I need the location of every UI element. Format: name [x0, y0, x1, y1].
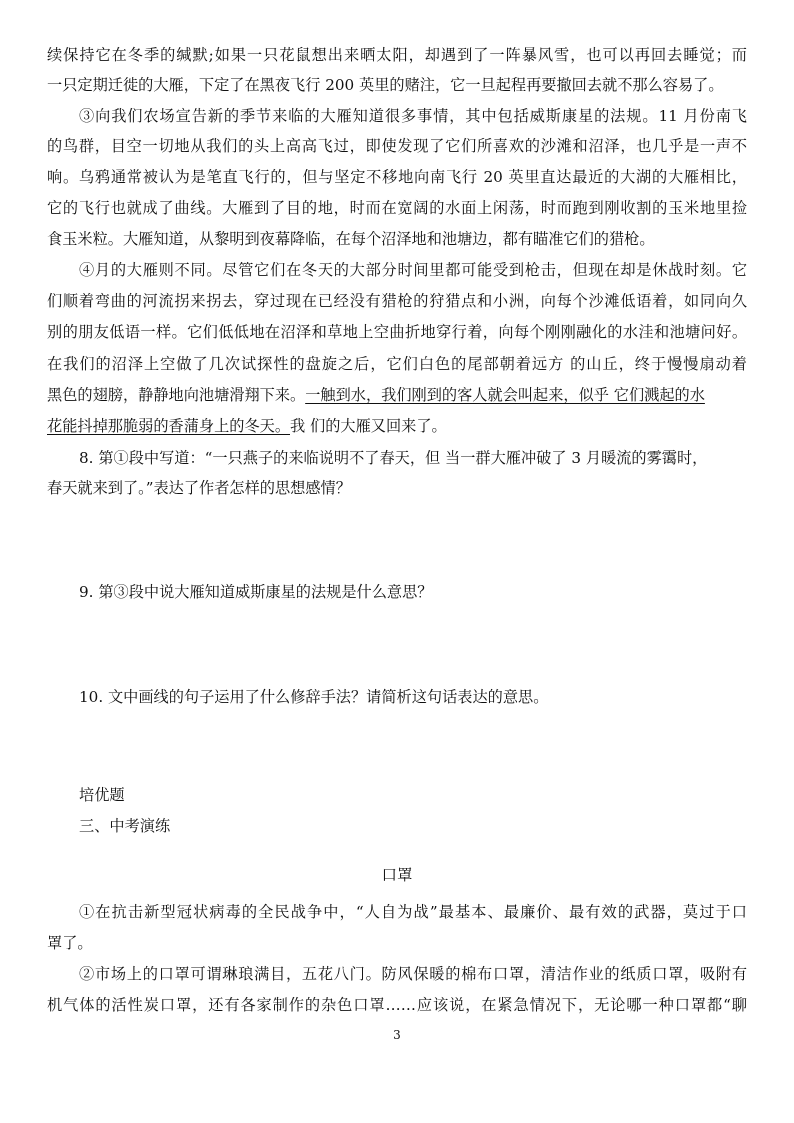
section-label: 培优题: [79, 786, 125, 804]
para4-line2: 们顺着弯曲的河流拐来拐去，穿过现在已经没有猎枪的狩猎点和小洲，向每个沙滩低语着，如同向久: [47, 292, 747, 310]
para4-line5: [47, 384, 747, 406]
page-number: 3: [393, 1028, 401, 1042]
underlined-sentence-part2: 花能抖掉那脆弱的香蒲身上的冬天。: [47, 417, 290, 435]
article-para2-line2: 机气体的活性炭口罩，还有各家制作的杂色口罩……应该说，在紧急情况下，无论哪一种口罩都“聊: [47, 996, 747, 1014]
para1-line2: 一只定期迁徙的大雁，下定了在黑夜飞行 200 英里的赌注，它一旦起程再要撤回去就不那么容易了。: [47, 76, 724, 94]
underlined-sentence-part1: 一触到水，我们刚到的客人就会叫起来，似乎 它们溅起的水: [305, 386, 705, 404]
question-10: 10. 文中画线的句子运用了什么修辞手法？请简析这句话表达的意思。: [79, 688, 549, 706]
article-para2-line1: ②市场上的口罩可谓琳琅满目，五花八门。防风保暖的棉布口罩，清洁作业的纸质口罩，吸附有: [79, 965, 747, 983]
para4-line6: [47, 415, 747, 437]
article-title: 口罩: [381, 866, 413, 884]
para3-line4: 它的飞行也就成了曲线。大雁到了目的地，时而在宽阔的水面上闲荡，时而跑到刚收割的玉米地里捡: [47, 199, 747, 217]
section-heading: 三、中考演练: [79, 817, 171, 835]
para3-line3: 响。乌鸦通常被认为是笔直飞行的，但与坚定不移地向南飞行 20 英里直达最近的大湖的大雁相比，: [47, 168, 747, 186]
para1-line1: 续保持它在冬季的缄默;如果一只花鼠想出来晒太阳，却遇到了一阵暴风雪，也可以再回去睡觉；而: [47, 46, 747, 64]
question-9: 9. 第③段中说大雁知道威斯康星的法规是什么意思？: [79, 583, 433, 601]
question-8-line1: 8. 第①段中写道：“一只燕子的来临说明不了春天，但 当一群大雁冲破了 3 月暖流的雾霭时，: [79, 449, 708, 467]
para4-line5-text: 黑色的翅膀，静静地向池塘滑翔下来。: [47, 386, 306, 404]
para4-line4: 在我们的沼泽上空做了几次试探性的盘旋之后，它们白色的尾部朝着远方 的山丘，终于慢慢扇动着: [47, 355, 747, 373]
para4-line6-text: 我 们的大雁又回来了。: [290, 417, 447, 435]
para4-line1: ④月的大雁则不同。尽管它们在冬天的大部分时间里都可能受到枪击，但现在却是休战时刻。它: [79, 261, 747, 279]
para3-line1: ③向我们农场宣告新的季节来临的大雁知道很多事情，其中包括威斯康星的法规。11 月份南飞: [79, 107, 747, 125]
article-para1-line2: 罩了。: [47, 934, 93, 952]
question-8-line2: 春天就来到了。”表达了作者怎样的思想感情？: [47, 479, 351, 497]
para3-line2: 的鸟群，目空一切地从我们的头上高高飞过，即使发现了它们所喜欢的沙滩和沼泽，也几乎是一声不: [47, 137, 747, 155]
para4-line3: 别的朋友低语一样。它们低低地在沼泽和草地上空曲折地穿行着，向每个刚刚融化的水洼和池塘问好。: [47, 323, 747, 341]
para3-line5: 食玉米粒。大雁知道，从黎明到夜幕降临，在每个沼泽地和池塘边，都有瞄准它们的猎枪。: [47, 230, 655, 248]
article-para1-line1: ①在抗击新型冠状病毒的全民战争中，“人自为战”最基本、最廉价、最有效的武器，莫过于口: [79, 903, 747, 921]
